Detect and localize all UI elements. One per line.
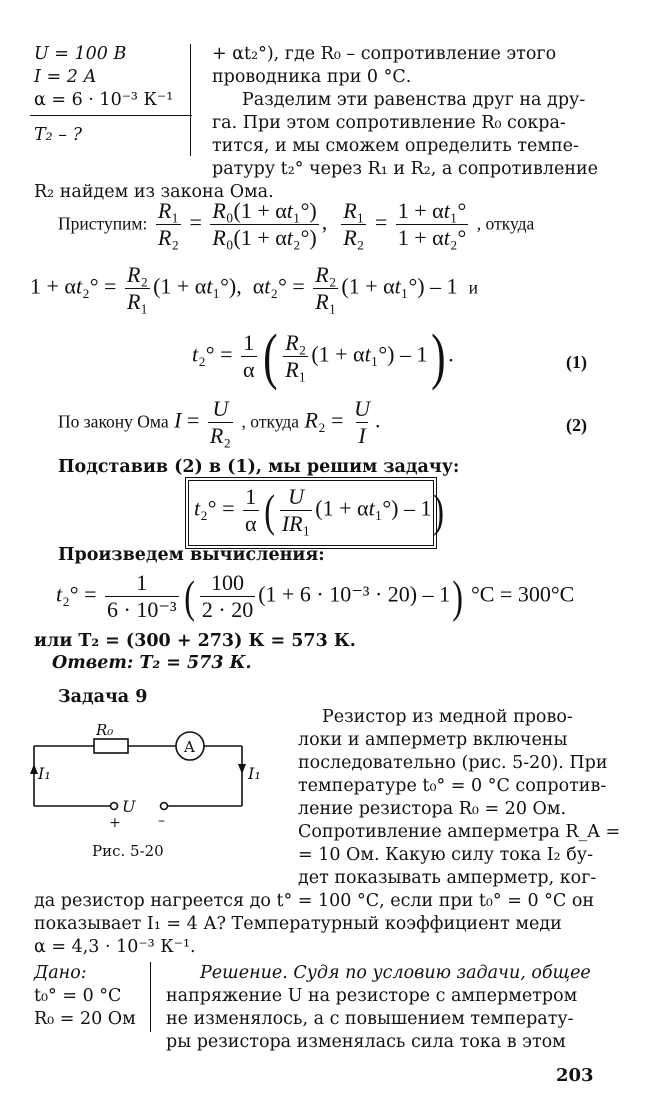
label-u: U bbox=[122, 797, 136, 816]
fraction-r2-r1: $\frac{\text{R₂}}{\text{R₁}}$ bbox=[126, 262, 149, 314]
circuit-diagram bbox=[24, 718, 276, 833]
given2-divider bbox=[150, 962, 151, 1032]
solution-line-2: напряжение U на резисторе с амперметром bbox=[166, 986, 578, 1006]
fraction-u-ir1: $\frac{U}{\text{IR₁}}$ bbox=[281, 484, 311, 536]
label-i-left: I₁ bbox=[38, 764, 51, 783]
label-i-right: I₁ bbox=[248, 764, 261, 783]
answer-line: Ответ: T₂ = 573 К. bbox=[52, 653, 252, 673]
para1-line-3: Разделим эти равенства друг на дру- bbox=[242, 90, 586, 110]
calc-lead: Произведем вычисления: bbox=[58, 545, 325, 565]
task-line-4: температуре t₀° = 0 °С сопротив- bbox=[298, 776, 607, 796]
arrow-down-right bbox=[238, 764, 246, 774]
label-r0: R₀ bbox=[96, 721, 114, 739]
task-full-line-3: α = 4,3 · 10⁻³ К⁻¹. bbox=[34, 937, 196, 957]
para1-line-2: проводника при 0 °С. bbox=[212, 67, 412, 87]
given2-label: Дано: bbox=[34, 963, 87, 983]
text-ohm: По закону Ома bbox=[58, 411, 169, 432]
para1-line-6: ратуру t₂° через R₁ и R₂, а сопротивление bbox=[212, 159, 599, 179]
para1-line-1: + αt₂°), где R₀ – сопротивление этого bbox=[212, 44, 557, 64]
fraction-1-alpha-b: $\frac{1}{\alpha}$ bbox=[245, 484, 257, 536]
given-underline bbox=[30, 115, 192, 116]
lead-pristupim: Приступим: bbox=[58, 213, 148, 234]
formula-ohm: По закону Ома I = $\frac{U}{\text{R₂}}$ , откуда R₂ = $\frac{U}{I}$ . bbox=[58, 396, 381, 448]
task-line-5: ление резистора R₀ = 20 Ом. bbox=[298, 799, 567, 819]
fraction-1-6e-3: $\frac{1}{\text{6 · 10⁻³}}$ bbox=[107, 570, 177, 622]
fraction-big: $\frac{\text{R₀(1 + αt₁°)}}{\text{R₀(1 + αt₂°)}}$ bbox=[212, 198, 317, 250]
label-plus: + bbox=[109, 815, 121, 831]
given-find: T₂ – ? bbox=[34, 125, 82, 145]
terminal-plus bbox=[111, 803, 118, 810]
arrow-up-left bbox=[30, 764, 38, 774]
task-line-7: = 10 Ом. Какую силу тока I₂ бу- bbox=[298, 845, 593, 865]
para1-line-5: тится, и мы сможем определить темпе- bbox=[212, 136, 579, 156]
solution-line-4: ры резистора изменялась сила тока в этом bbox=[166, 1032, 566, 1052]
formula-expand: 1 + αt₂° = $\frac{\text{R₂}}{\text{R₁}}$ (1 + αt₁°), αt₂° = $\frac{\text{R₂}}{\text{R₁}}$ (1 + αt₁°) – 1 и bbox=[30, 262, 478, 314]
task-title: Задача 9 bbox=[58, 687, 148, 707]
fraction-r1-r2: $\frac{\text{R₁}}{\text{R₂}}$ bbox=[157, 198, 179, 250]
formula-result: t₂° = $\frac{1}{\alpha}$ ( $\frac{U}{\text{IR₁}}$ (1 + αt₁°) – 1) bbox=[194, 484, 445, 536]
formula-1: t₂° = $\frac{1}{\alpha}$ ( $\frac{\text{R₂}}{\text{R₁}}$ (1 + αt₁°) – 1) . bbox=[192, 322, 454, 391]
text-i: и bbox=[468, 277, 478, 298]
figure-caption: Рис. 5-20 bbox=[92, 842, 164, 860]
fraction-r2-r1-c: $\frac{\text{R₂}}{\text{R₁}}$ bbox=[285, 330, 307, 382]
task-full-line-2: показывает I₁ = 4 А? Температурный коэффициент меди bbox=[34, 914, 562, 934]
formula-ratio: Приступим: $\frac{\text{R₁}}{\text{R₂}}$ = $\frac{\text{R₀(1 + αt₁°)}}{\text{R₀(1 + αt₂°)}}$ , $\frac{\text{R₁}}{\text{R₂}}$ = $\frac{\text{1 + αt₁°}}{\text{1 + αt₂°}}$ , откуда bbox=[58, 198, 535, 250]
kelvin-line: или T₂ = (300 + 273) К = 573 К. bbox=[34, 631, 356, 651]
given-u: U = 100 В bbox=[34, 44, 127, 64]
given-alpha: α = 6 · 10⁻³ К⁻¹ bbox=[34, 90, 174, 110]
fraction-u-r2: $\frac{U}{\text{R₂}}$ bbox=[209, 396, 232, 448]
para1-line-4: га. При этом сопротивление R₀ сокра- bbox=[212, 113, 566, 133]
fraction-r2-r1-b: $\frac{\text{R₂}}{\text{R₁}}$ bbox=[315, 262, 337, 314]
terminal-minus bbox=[161, 803, 168, 810]
task-line-3: последовательно (рис. 5-20). При bbox=[298, 753, 608, 773]
formula-calc: t₂° = $\frac{1}{\text{6 · 10⁻³}}$ ( $\frac{100}{2 \cdot 20}$ (1 + 6 · 10⁻³ · 20) – 1) °С = 300°С bbox=[56, 570, 575, 622]
text-otkuda-2: , откуда bbox=[241, 411, 300, 432]
given2-t0: t₀° = 0 °С bbox=[34, 986, 122, 1006]
task-full-line-1: да резистор нагреется до t° = 100 °С, если при t₀° = 0 °С он bbox=[34, 891, 595, 911]
fraction-u-i: $\frac{U}{I}$ bbox=[354, 396, 370, 448]
task-line-8: дет показывать амперметр, ког- bbox=[298, 868, 597, 888]
page-number: 203 bbox=[556, 1065, 594, 1086]
given2-r0: R₀ = 20 Ом bbox=[34, 1009, 136, 1029]
task-line-6: Сопротивление амперметра R_A = bbox=[298, 822, 621, 842]
fraction-100-40: $\frac{100}{2 \cdot 20}$ bbox=[201, 570, 254, 622]
solution-line-1: Решение. Судя по условию задачи, общее bbox=[200, 963, 591, 983]
equation-number-1: (1) bbox=[566, 352, 587, 372]
task-line-2: локи и амперметр включены bbox=[298, 730, 568, 750]
fraction-alpha: $\frac{\text{1 + αt₁°}}{\text{1 + αt₂°}}$ bbox=[397, 198, 467, 250]
solution-line-3: не изменялось, а с повышением температу- bbox=[166, 1009, 574, 1029]
fraction-1-alpha: $\frac{1}{\alpha}$ bbox=[243, 330, 255, 382]
label-ammeter: A bbox=[184, 738, 195, 756]
given-i: I = 2 А bbox=[34, 67, 97, 87]
calc-result: °С = 300°С bbox=[470, 581, 575, 607]
label-minus: – bbox=[158, 813, 165, 829]
para1-last: R₂ найдем из закона Ома. bbox=[34, 182, 274, 202]
subst-line: Подставив (2) в (1), мы решим задачу: bbox=[58, 457, 460, 477]
fraction-r1-r2-b: $\frac{\text{R₁}}{\text{R₂}}$ bbox=[343, 198, 365, 250]
given-divider bbox=[190, 44, 191, 156]
equation-number-2: (2) bbox=[566, 415, 587, 435]
text-otkuda: , откуда bbox=[476, 213, 535, 234]
task-line-1: Резистор из медной прово- bbox=[322, 707, 573, 727]
